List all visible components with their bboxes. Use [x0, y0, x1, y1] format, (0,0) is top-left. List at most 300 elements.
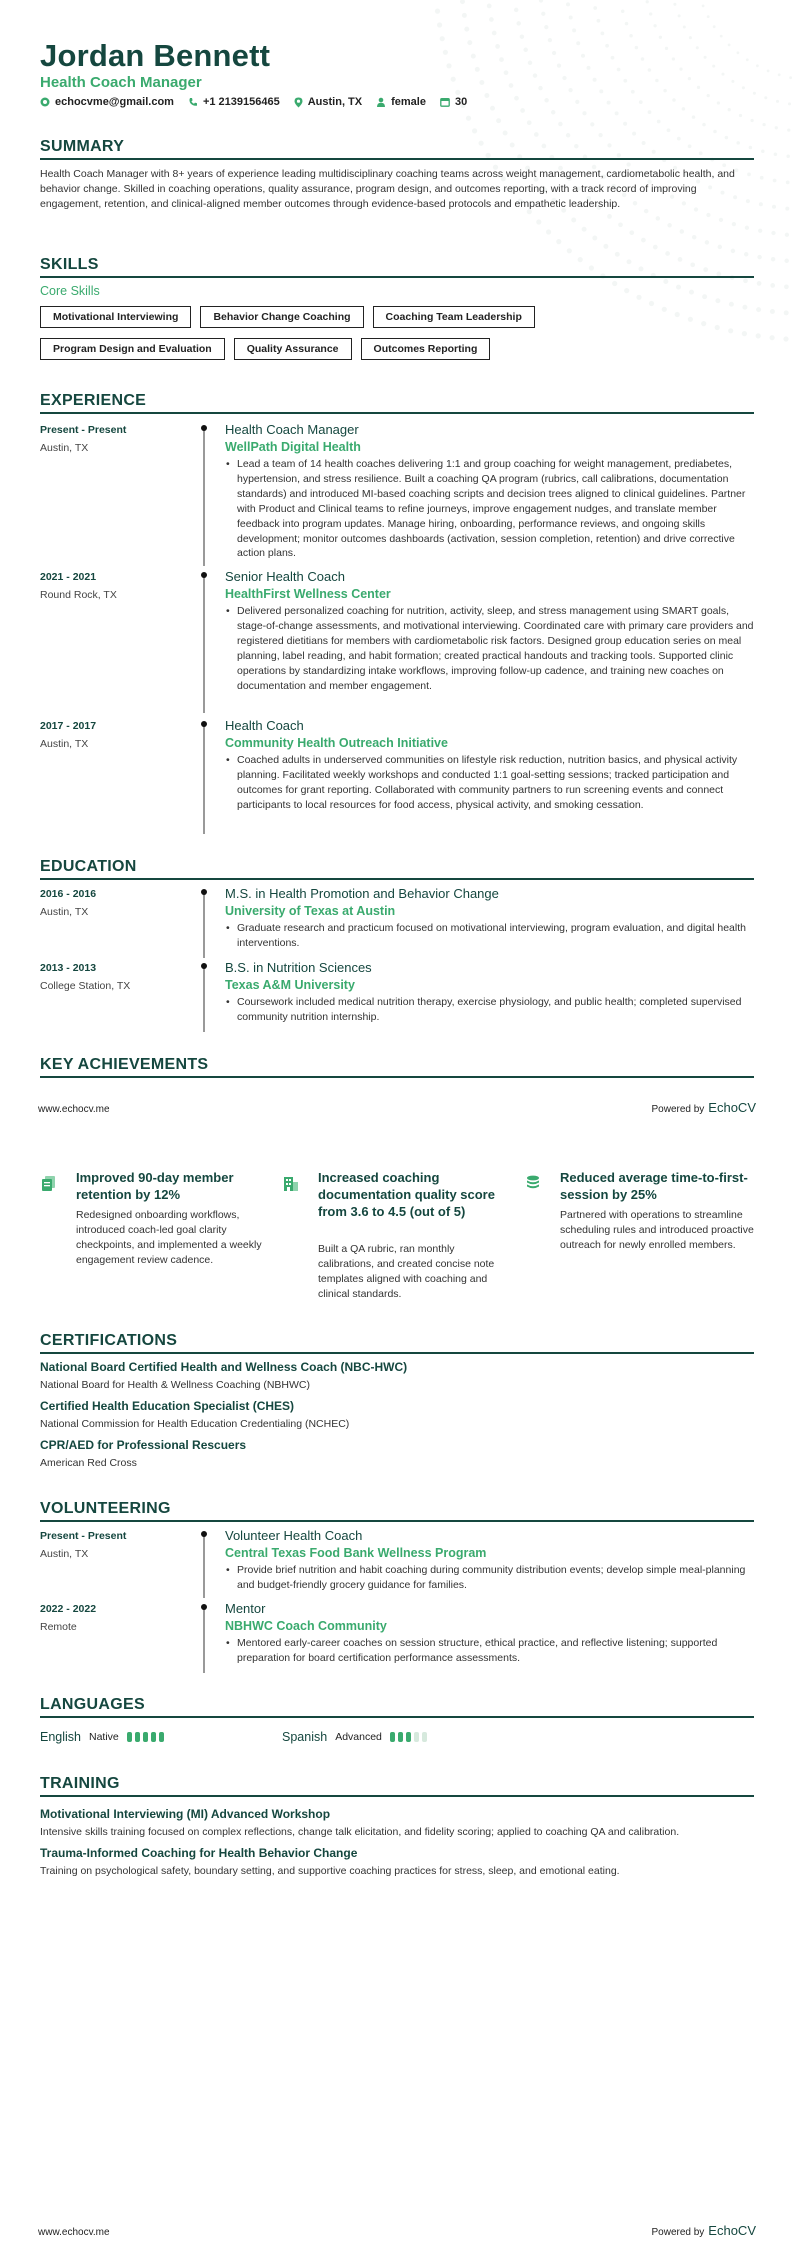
entry-location: College Station, TX: [40, 980, 131, 992]
pattern-dot: [629, 34, 633, 38]
pattern-dot: [504, 70, 509, 75]
pattern-dot: [509, 83, 514, 88]
pattern-dot: [544, 25, 548, 29]
pattern-dot: [648, 110, 652, 114]
pattern-dot: [706, 213, 710, 217]
certifications-heading: CERTIFICATIONS: [40, 1332, 754, 1354]
pattern-dot: [707, 15, 710, 18]
achievement-desc: Built a QA rubric, ran monthly calibrations, and created concise note templates aligned with coaching and clinical standards.: [318, 1243, 495, 1300]
pattern-dot: [514, 96, 519, 101]
certification-issuer: American Red Cross: [40, 1457, 137, 1469]
pattern-dot: [704, 56, 707, 59]
skill-chip: Program Design and Evaluation: [40, 338, 225, 360]
skills-chips: [40, 306, 754, 370]
pattern-dot: [784, 284, 789, 289]
pattern-dot: [731, 249, 735, 253]
entry-organization: University of Texas at Austin: [225, 904, 396, 918]
pattern-dot: [443, 50, 448, 55]
pattern-dot: [659, 36, 662, 39]
pattern-dot: [582, 227, 587, 232]
pattern-dot: [750, 119, 753, 122]
pattern-dot: [479, 80, 484, 85]
pattern-dot: [446, 63, 451, 68]
entry-role: Health Coach: [225, 718, 304, 733]
pattern-dot: [437, 22, 442, 27]
entry-bullet: • Mentored early-career coaches on session structure, ethical practice, and reflective listening; supported preparation for board certification performance assessments.: [225, 1636, 755, 1666]
proficiency-bar: [135, 1732, 140, 1742]
pattern-dot: [663, 279, 668, 284]
pattern-dot: [786, 155, 790, 159]
achievement-title: Reduced average time-to-first-session by 25%: [560, 1170, 748, 1202]
pattern-dot: [544, 98, 548, 102]
pattern-dot: [784, 259, 788, 263]
pattern-dot: [705, 240, 709, 244]
pattern-dot: [696, 46, 699, 49]
pattern-dot: [520, 108, 525, 113]
timeline-dot: [201, 1604, 207, 1610]
achievement-card: [282, 1170, 512, 1300]
timeline-rail: [203, 964, 205, 1032]
pattern-dot: [562, 76, 566, 80]
pattern-dot: [534, 132, 539, 137]
pattern-dot: [582, 111, 586, 115]
entry-organization: WellPath Digital Health: [225, 440, 361, 454]
pattern-dot: [756, 64, 759, 67]
volunteering-entry: [40, 1601, 754, 1669]
pattern-dot: [489, 17, 494, 22]
pattern-dot: [702, 294, 707, 299]
pattern-dot: [484, 93, 489, 98]
language-name: Spanish: [282, 1730, 328, 1744]
entry-location: Round Rock, TX: [40, 589, 117, 601]
pattern-dot: [785, 233, 789, 237]
pattern-dot: [771, 257, 775, 261]
volunteering-entry: [40, 1528, 754, 1594]
pattern-dot: [625, 22, 629, 26]
pattern-dot: [742, 86, 745, 89]
proficiency-bar: [406, 1732, 411, 1742]
pattern-dot: [576, 41, 580, 45]
pattern-dot: [451, 77, 456, 82]
entry-bullet: • Lead a team of 14 health coaches delivering 1:1 and group coaching for weight management, prediabetes, hypertension, and stress resilience. Built a coaching QA program (rubrics, call calibrations, documentation standards) and introduced MI-based coaching scripts and decision trees aligned to clinical guidelines. Partner with Product and Clinical teams to refine journeys, improve engagement nudges, and translate member feedback into program updates. Manage hiring, onboarding, performance reviews, and ongoing skills development; monitor outcomes dashboards (activation, session completion, retention) and drive corrective action plans.: [225, 457, 755, 561]
certification-title: National Board Certified Health and Wellness Coach (NBC-HWC): [40, 1360, 408, 1374]
language-level: Native: [89, 1731, 119, 1743]
pattern-dot: [592, 236, 597, 241]
pattern-dot: [770, 335, 775, 340]
pattern-dot: [590, 122, 594, 126]
footer-powered: Powered by EchoCV: [651, 2223, 756, 2238]
contact-email[interactable]: echocvme@gmail.com: [40, 96, 174, 108]
pattern-dot: [757, 255, 761, 259]
skills-group-title: Core Skills: [40, 284, 100, 298]
pattern-dot: [720, 35, 723, 38]
skill-chip: Coaching Team Leadership: [373, 306, 535, 328]
pattern-dot: [496, 118, 501, 123]
pattern-dot: [520, 34, 524, 38]
entry-organization: NBHWC Coach Community: [225, 1619, 387, 1633]
pattern-dot: [667, 128, 671, 132]
entry-organization: Community Health Outreach Initiative: [225, 736, 448, 750]
entry-date: 2017 - 2017: [40, 720, 97, 732]
pattern-dot: [581, 54, 585, 58]
pattern-dot: [753, 92, 756, 95]
timeline-dot: [201, 963, 207, 969]
pattern-dot: [653, 24, 656, 27]
pattern-dot: [758, 229, 762, 233]
timeline-rail: [203, 1532, 205, 1598]
calendar-icon: [440, 97, 450, 107]
pattern-dot: [571, 218, 576, 223]
pattern-dot: [466, 116, 471, 121]
pattern-dot: [667, 223, 671, 227]
pattern-dot: [472, 128, 477, 133]
pattern-dot: [523, 48, 527, 52]
skills-row: [40, 338, 754, 360]
footer-brand[interactable]: EchoCV: [708, 2223, 756, 2238]
pattern-dot: [756, 307, 761, 312]
pattern-dot: [629, 230, 634, 235]
proficiency-bar: [414, 1732, 419, 1742]
language-name: English: [40, 1730, 81, 1744]
pattern-dot: [467, 40, 472, 45]
education-entry: [40, 960, 754, 1028]
pattern-dot: [617, 68, 621, 72]
pattern-dot: [455, 90, 460, 95]
pattern-dot: [773, 179, 777, 183]
pattern-dot: [713, 130, 717, 134]
pattern-dot: [759, 202, 763, 206]
building-icon: [282, 1174, 300, 1192]
pattern-dot: [789, 76, 792, 79]
timeline-dot: [201, 1531, 207, 1537]
training-title: Motivational Interviewing (MI) Advanced Workshop: [40, 1807, 331, 1821]
candidate-name: Jordan Bennett: [40, 38, 271, 73]
contact-bar: [40, 96, 481, 108]
pattern-dot: [785, 207, 789, 211]
pattern-dot: [778, 73, 781, 76]
entry-date: 2013 - 2013: [40, 962, 97, 974]
entry-role: Health Coach Manager: [225, 422, 359, 437]
entry-date: 2021 - 2021: [40, 571, 97, 583]
pattern-dot: [679, 67, 682, 70]
entry-location: Austin, TX: [40, 906, 89, 918]
pattern-dot: [663, 89, 667, 93]
pattern-dot: [776, 100, 779, 103]
pattern-dot: [611, 56, 615, 60]
pattern-dot: [689, 290, 694, 295]
proficiency-bar: [422, 1732, 427, 1742]
entry-date: 2016 - 2016: [40, 888, 97, 900]
pattern-dot: [676, 285, 681, 290]
pattern-dot: [516, 21, 520, 25]
pattern-dot: [657, 120, 661, 124]
entry-organization: Central Texas Food Bank Wellness Program: [225, 1546, 487, 1560]
pattern-dot: [636, 295, 641, 300]
pattern-dot: [678, 14, 681, 17]
achievement-desc: Redesigned onboarding workflows, introduced coach-led goal clarity checkpoints, and implemented a weekly engagement review cadence.: [76, 1209, 262, 1266]
pattern-dot: [682, 107, 686, 111]
pattern-dot: [440, 36, 445, 41]
volunteering-heading: VOLUNTEERING: [40, 1500, 754, 1522]
timeline-rail: [203, 573, 205, 713]
pattern-dot: [712, 65, 715, 68]
timeline-dot: [201, 572, 207, 578]
pattern-dot: [787, 128, 790, 131]
pattern-dot: [605, 44, 609, 48]
proficiency-bar: [398, 1732, 403, 1742]
language-proficiency-bars: [390, 1732, 430, 1742]
pattern-dot: [623, 79, 627, 83]
experience-entry: [40, 422, 754, 562]
pattern-dot: [632, 132, 636, 136]
entry-location: Remote: [40, 1621, 77, 1633]
pattern-dot: [649, 12, 652, 15]
pattern-dot: [487, 4, 492, 9]
pattern-dot: [527, 120, 532, 125]
document-icon: [40, 1174, 58, 1192]
pattern-dot: [528, 61, 532, 65]
proficiency-bar: [143, 1732, 148, 1742]
pattern-dot: [680, 229, 684, 233]
pattern-dot: [762, 123, 765, 126]
pattern-dot: [713, 25, 716, 28]
language-item: [40, 1730, 167, 1744]
pattern-dot: [771, 231, 775, 235]
pattern-dot: [567, 248, 572, 253]
pattern-dot: [635, 46, 639, 50]
pattern-dot: [731, 80, 734, 83]
pattern-dot: [618, 222, 623, 227]
pattern-dot: [767, 70, 770, 73]
pattern-dot: [464, 27, 469, 32]
pattern-dot: [786, 181, 790, 185]
timeline-dot: [201, 889, 207, 895]
pattern-dot: [601, 32, 605, 36]
pattern-dot: [626, 162, 630, 166]
summary-heading: SUMMARY: [40, 138, 754, 160]
certification-title: Certified Health Education Specialist (CHES): [40, 1399, 295, 1413]
pattern-dot: [702, 5, 705, 8]
pattern-dot: [639, 100, 643, 104]
entry-location: Austin, TX: [40, 1548, 89, 1560]
pattern-dot: [737, 51, 740, 54]
pattern-dot: [621, 9, 625, 13]
achievement-card: [40, 1170, 270, 1280]
entry-role: Mentor: [225, 1601, 266, 1616]
pattern-dot: [514, 8, 518, 12]
skills-row: [40, 306, 754, 328]
timeline-rail: [203, 722, 205, 834]
pattern-dot: [719, 218, 723, 222]
pattern-dot: [546, 229, 551, 234]
entry-organization: HealthFirst Wellness Center: [225, 587, 391, 601]
pattern-dot: [756, 333, 761, 338]
pattern-dot: [607, 101, 611, 105]
certification-title: CPR/AED for Professional Rescuers: [40, 1438, 247, 1452]
certification-issuer: National Board for Health & Wellness Coaching (NBHWC): [40, 1379, 310, 1391]
pattern-dot: [702, 123, 706, 127]
skill-chip: Outcomes Reporting: [361, 338, 491, 360]
pattern-dot: [598, 133, 602, 137]
pattern-dot: [435, 9, 440, 14]
pattern-dot: [490, 106, 495, 111]
pattern-dot: [655, 79, 659, 83]
achievement-title: Increased coaching documentation quality score from 3.6 to 4.5 (out of 5): [318, 1170, 495, 1219]
location-icon: [294, 97, 303, 108]
entry-role: M.S. in Health Promotion and Behavior Change: [225, 886, 499, 901]
pattern-dot: [715, 298, 720, 303]
footer-site-link[interactable]: www.echocv.me: [38, 2227, 110, 2238]
pattern-dot: [462, 13, 467, 18]
timeline-dot: [201, 425, 207, 431]
pattern-dot: [471, 54, 476, 59]
pattern-dot: [665, 47, 668, 50]
education-entry: [40, 886, 754, 954]
pattern-dot: [593, 6, 597, 10]
entry-location: Austin, TX: [40, 442, 89, 454]
pattern-dot: [772, 205, 776, 209]
experience-entry: [40, 569, 754, 709]
timeline-dot: [201, 721, 207, 727]
training-desc: Intensive skills training focused on complex reflections, change talk elicitation, and fidelity scoring; applied to coaching QA and calibration.: [40, 1826, 680, 1838]
pattern-dot: [739, 114, 742, 117]
proficiency-bar: [390, 1732, 395, 1742]
pattern-dot: [728, 44, 731, 47]
pattern-dot: [558, 122, 562, 126]
timeline-rail: [203, 1605, 205, 1673]
pattern-dot: [499, 57, 504, 62]
pattern-dot: [746, 58, 749, 61]
pattern-dot: [612, 281, 617, 286]
entry-bullet: • Graduate research and practicum focused on motivational interviewing, program evaluation, and digital health interventions.: [225, 921, 755, 951]
pattern-dot: [648, 68, 652, 72]
pattern-dot: [557, 63, 561, 67]
pattern-dot: [568, 88, 572, 92]
entry-bullet: • Provide brief nutrition and habit coaching during community distribution events; develop simple meal-planning and budget-friendly grocery guidance for families.: [225, 1563, 755, 1593]
pattern-dot: [551, 110, 555, 114]
entry-organization: Texas A&M University: [225, 978, 355, 992]
timeline-rail: [203, 426, 205, 566]
summary-text: Health Coach Manager with 8+ years of experience leading multidisciplinary coaching teams across weight management, cardiometabolic health, and behavior change. Skilled in coaching operations, quality assurance, program design, and outcomes reporting, with a track record of improving engagement, retention, and clinical-aligned member outcomes through evidence-based protocols and empathetic leadership.: [40, 168, 735, 210]
pattern-dot: [672, 98, 676, 102]
pattern-dot: [761, 150, 765, 154]
education-heading: EDUCATION: [40, 858, 754, 880]
skill-chip: Behavior Change Coaching: [200, 306, 363, 328]
skill-chip: Quality Assurance: [234, 338, 352, 360]
pattern-dot: [607, 214, 612, 219]
entry-role: Volunteer Health Coach: [225, 1528, 363, 1543]
training-title: Trauma-Informed Coaching for Health Behavior Change: [40, 1846, 358, 1860]
pattern-dot: [552, 51, 556, 55]
pattern-dot: [760, 176, 764, 180]
contact-phone[interactable]: +1 2139156465: [188, 96, 280, 108]
entry-bullet: • Coached adults in underserved communities on lifestyle risk reduction, nutrition basics, and physical activity planning. Facilitated weekly workshops and conducted 1:1 goal-setting sessions; tracked participation and outcomes for grant reporting. Collaborated with community partners to run screening events and connect participants to local resources for food access, physical activity, and smoking cessation.: [225, 753, 755, 813]
entry-date: 2022 - 2022: [40, 1603, 97, 1615]
pattern-dot: [533, 73, 537, 77]
entry-role: Senior Health Coach: [225, 569, 345, 584]
pattern-dot: [624, 288, 629, 293]
entry-date: Present - Present: [40, 1530, 127, 1542]
pattern-dot: [503, 131, 508, 136]
pattern-dot: [548, 38, 552, 42]
pattern-dot: [770, 283, 775, 288]
contact-location: Austin, TX: [294, 96, 362, 108]
pattern-dot: [689, 36, 692, 39]
pattern-dot: [599, 89, 603, 93]
footer-brand[interactable]: EchoCV: [708, 1100, 756, 1115]
pattern-dot: [692, 235, 696, 239]
certification-issuer: National Commission for Health Education Credentialing (NCHEC): [40, 1418, 350, 1430]
contact-gender: female: [376, 96, 426, 108]
entry-bullet: • Delivered personalized coaching for nutrition, activity, sleep, and stress management using SMART goals, stage-of-change assessments, and motivational interviewing. Coordinated care with primary care providers and registered dietitians for members with cardiometabolic risk factors. Designed group education series on meal planning, label reading, and habit formation; created practical handouts and tracking tools. Supported clinic operations by standardizing intake workflows, improving follow-up cadence, and training new coaches on documentation and member engagement.: [225, 604, 755, 693]
proficiency-bar: [151, 1732, 156, 1742]
footer-site-link[interactable]: www.echocv.me: [38, 1104, 110, 1115]
pattern-dot: [572, 28, 576, 32]
pattern-dot: [770, 309, 775, 314]
pattern-dot: [717, 101, 720, 104]
language-level: Advanced: [335, 1731, 382, 1743]
pattern-dot: [745, 226, 749, 230]
contact-age: 30: [440, 96, 467, 108]
pattern-dot: [575, 100, 579, 104]
coins-icon: [524, 1174, 542, 1192]
pattern-dot: [721, 73, 724, 76]
pattern-dot: [743, 278, 748, 283]
pattern-dot: [764, 96, 767, 99]
training-heading: TRAINING: [40, 1775, 754, 1797]
pattern-dot: [775, 126, 778, 129]
proficiency-bar: [159, 1732, 164, 1742]
skill-chip: Motivational Interviewing: [40, 306, 191, 328]
pattern-dot: [688, 77, 691, 80]
entry-role: B.S. in Nutrition Sciences: [225, 960, 372, 975]
pattern-dot: [783, 336, 788, 341]
pattern-dot: [784, 310, 789, 315]
phone-icon: [188, 97, 198, 107]
pattern-dot: [623, 122, 627, 126]
person-icon: [376, 97, 386, 107]
pattern-dot: [569, 16, 573, 20]
proficiency-bar: [127, 1732, 132, 1742]
experience-entry: [40, 718, 754, 830]
email-icon: [40, 97, 50, 107]
pattern-dot: [536, 219, 541, 224]
pattern-dot: [495, 44, 500, 49]
pattern-dot: [653, 245, 658, 250]
pattern-dot: [641, 57, 645, 61]
pattern-dot: [641, 238, 646, 243]
pattern-dot: [603, 244, 608, 249]
pattern-dot: [587, 66, 591, 70]
pattern-dot: [656, 216, 660, 220]
entry-location: Austin, TX: [40, 738, 89, 750]
pattern-dot: [697, 86, 700, 89]
achievement-title: Improved 90-day member retention by 12%: [76, 1170, 234, 1202]
experience-heading: EXPERIENCE: [40, 392, 754, 414]
achievement-desc: Partnered with operations to streamline scheduling rules and introduced proactive outreach for newly enrolled members.: [560, 1209, 754, 1251]
entry-date: Present - Present: [40, 424, 127, 436]
achievement-card: [524, 1170, 754, 1270]
pattern-dot: [566, 133, 570, 137]
pattern-dot: [556, 239, 561, 244]
footer-powered: Powered by EchoCV: [651, 1100, 756, 1115]
candidate-title: Health Coach Manager: [40, 74, 202, 91]
pattern-dot: [757, 281, 762, 286]
timeline-rail: [203, 890, 205, 958]
pattern-dot: [460, 0, 465, 4]
pattern-dot: [492, 31, 497, 36]
training-desc: Training on psychological safety, boundary setting, and supportive coaching practices for stress, sleep, and emotional eating.: [40, 1865, 620, 1877]
